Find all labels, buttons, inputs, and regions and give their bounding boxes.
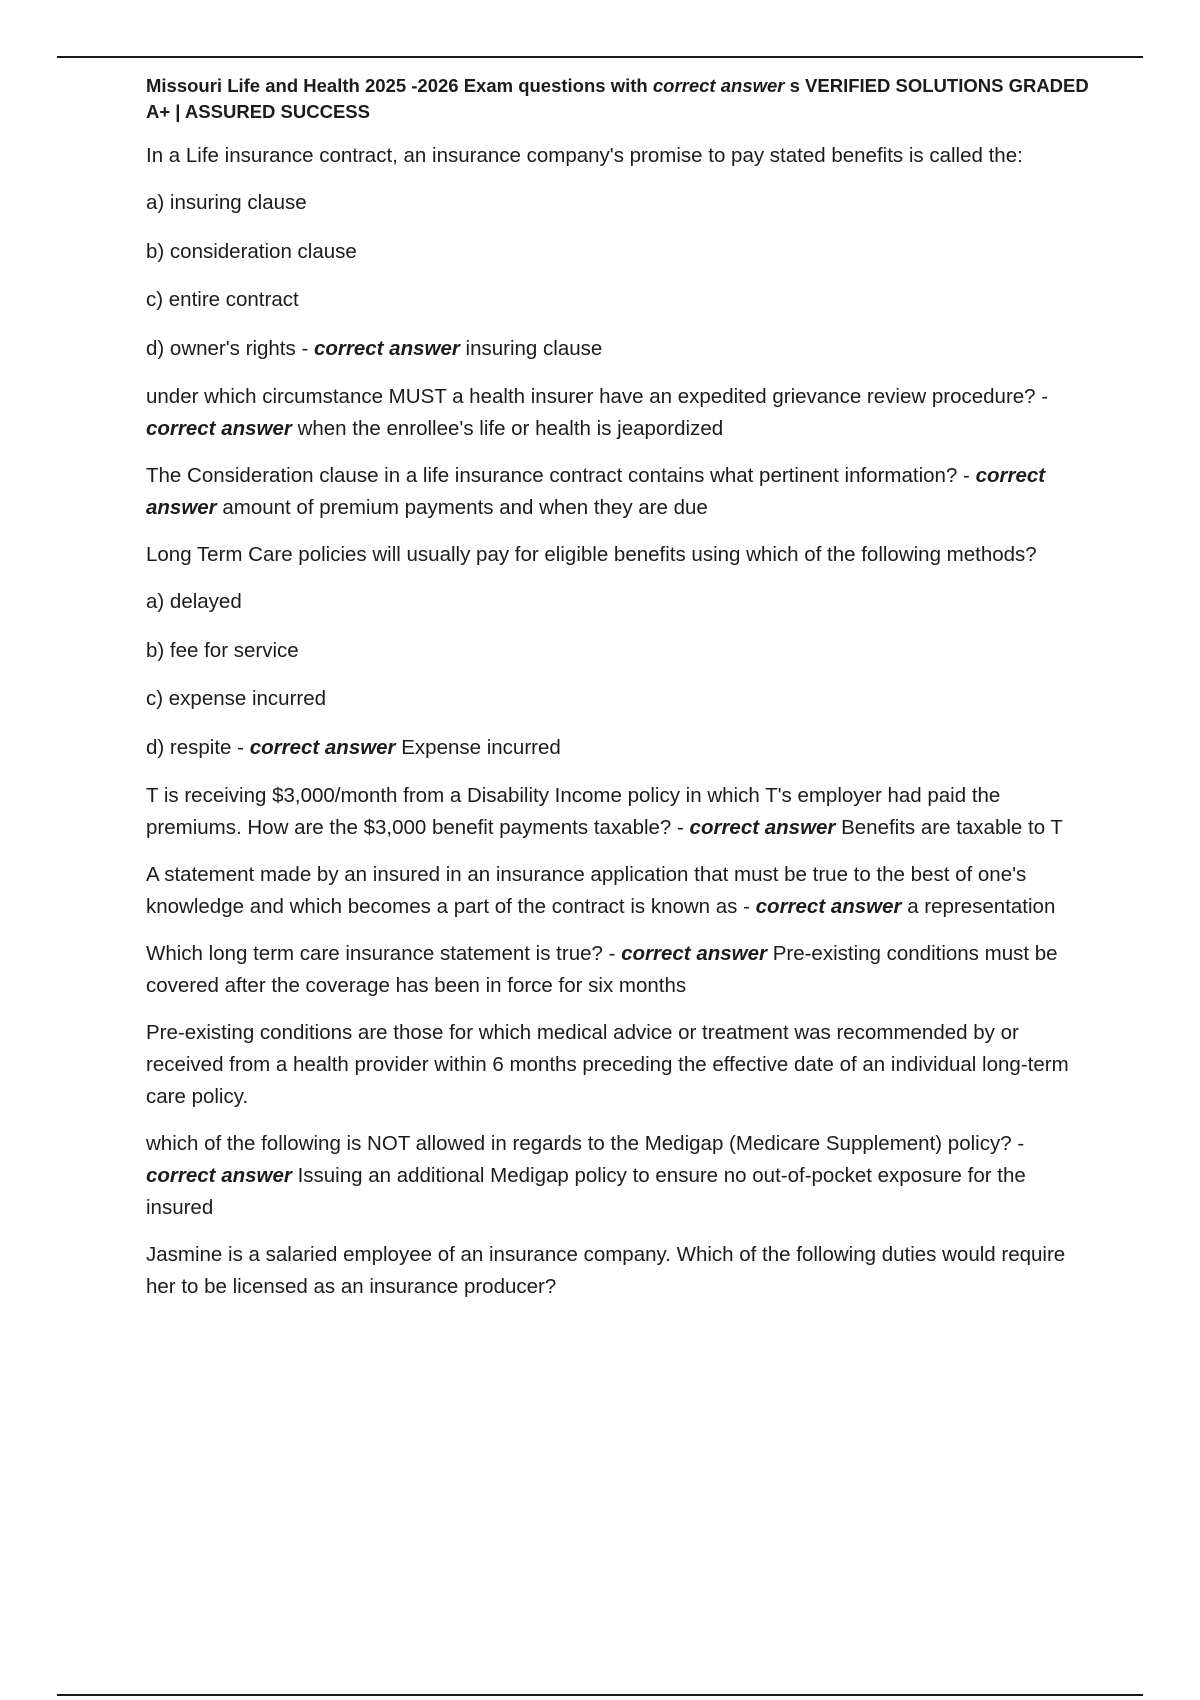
question-1: In a Life insurance contract, an insurance company's promise to pay stated benefits is called the: xyxy=(146,144,1023,167)
q4-option-c: c) expense incurred xyxy=(146,687,327,710)
q2-question: under which circumstance MUST a health insurer have an expedited grievance review procedure? xyxy=(146,385,1036,408)
separator: - xyxy=(1035,385,1049,408)
title-italic: correct answer xyxy=(652,75,785,96)
separator: - xyxy=(957,464,976,487)
correct-answer-label: correct answer xyxy=(621,942,767,965)
q4-option-a: a) delayed xyxy=(146,590,242,613)
bottom-rule xyxy=(57,1694,1143,1696)
correct-answer-label: correct answer xyxy=(313,336,460,360)
q4-option-b: b) fee for service xyxy=(146,638,299,662)
q4-option-d: d) respite xyxy=(146,735,232,759)
q4-answer: Expense incurred xyxy=(401,735,561,759)
q5-answer: Benefits are taxable to T xyxy=(841,816,1063,839)
question-2 xyxy=(146,381,1096,445)
correct-answer-label: correct answer xyxy=(146,464,1046,519)
separator: - xyxy=(231,735,250,759)
question-4: Long Term Care policies will usually pay for eligible benefits using which of the following methods? xyxy=(146,543,1037,566)
question-9: Jasmine is a salaried employee of an insurance company. Which of the following duties would require her to be licensed as an insurance producer? xyxy=(146,1243,1066,1298)
q1-option-d-with-answer xyxy=(146,333,1096,365)
q8-question: which of the following is NOT allowed in regards to the Medigap (Medicare Supplement) policy? xyxy=(146,1132,1012,1155)
q6-question: A statement made by an insured in an insurance application that must be true to the best of one's knowledge and which becomes a part of the contract is known as xyxy=(146,863,1027,918)
q1-option-a: a) insuring clause xyxy=(146,191,307,214)
correct-answer-label: correct answer xyxy=(689,816,836,839)
q1-option-d: d) owner's rights xyxy=(146,336,296,360)
correct-answer-label: correct answer xyxy=(755,895,902,918)
q7-answer: Pre-existing conditions must be covered after the coverage has been in force for six months xyxy=(146,942,1058,997)
separator: - xyxy=(602,942,622,965)
correct-answer-label: correct answer xyxy=(249,735,396,759)
correct-answer-label: correct answer xyxy=(146,1164,292,1187)
q3-answer: amount of premium payments and when they are due xyxy=(222,496,708,519)
separator: - xyxy=(1011,1132,1025,1155)
q1-answer: insuring clause xyxy=(465,336,603,360)
question-7 xyxy=(146,938,1096,1002)
q1-option-c: c) entire contract xyxy=(146,288,299,311)
question-6 xyxy=(146,859,1096,923)
title-text-2: s VERIFIED SOLUTIONS GRADED A+ | ASSURED SUCCESS xyxy=(146,75,1089,122)
q8-answer: Issuing an additional Medigap policy to ensure no out-of-pocket exposure for the insured xyxy=(146,1164,1026,1219)
q6-answer: a representation xyxy=(907,895,1056,918)
q4-option-d-with-answer xyxy=(146,732,1096,764)
title-text-1: Missouri Life and Health 2025 -2026 Exam questions with xyxy=(146,75,653,96)
correct-answer-label: correct answer xyxy=(146,417,292,440)
q3-question: The Consideration clause in a life insurance contract contains what pertinent information? xyxy=(146,464,958,487)
q1-option-b: b) consideration clause xyxy=(146,239,357,263)
separator: - xyxy=(737,895,756,918)
question-8 xyxy=(146,1128,1096,1224)
question-3 xyxy=(146,460,1096,524)
question-5 xyxy=(146,780,1096,844)
q7-question: Which long term care insurance statement is true? xyxy=(146,942,603,965)
separator: - xyxy=(295,336,314,360)
q5-question: T is receiving $3,000/month from a Disability Income policy in which T's employer had paid the premiums. How are the $3,000 benefit payments taxable? xyxy=(146,784,1001,839)
q2-answer: when the enrollee's life or health is jeapordized xyxy=(297,417,724,440)
document-body xyxy=(146,73,1096,1318)
separator: - xyxy=(671,816,690,839)
top-rule xyxy=(57,56,1143,58)
note-paragraph: Pre-existing conditions are those for which medical advice or treatment was recommended by or received from a health provider within 6 months preceding the effective date of an individual long-term care policy. xyxy=(146,1021,1069,1108)
document-title xyxy=(146,73,1096,125)
